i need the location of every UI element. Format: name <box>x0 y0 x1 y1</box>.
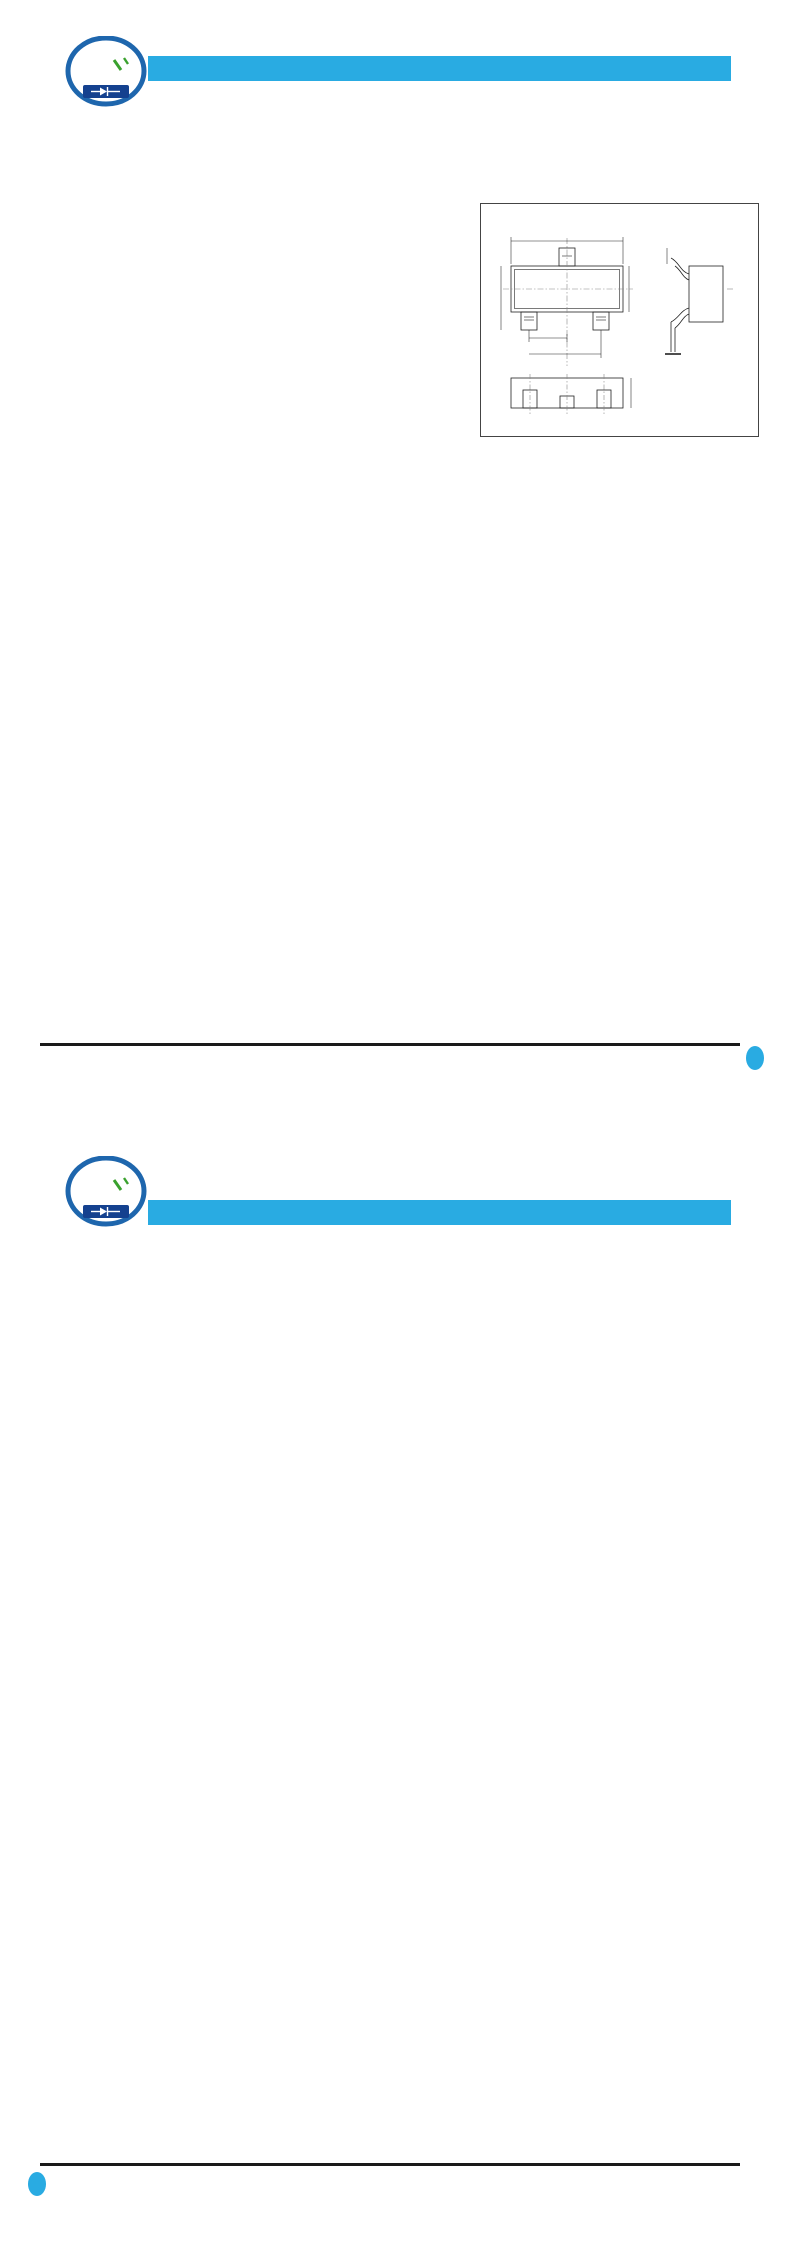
elec-char-section-title <box>66 677 73 691</box>
chart-static-characteristic <box>65 1336 387 1548</box>
chart-hfe-vs-ic <box>396 1334 708 1550</box>
chart-power-vs-temperature <box>396 1953 708 2153</box>
footer-rule <box>40 2163 740 2166</box>
page-number-badge <box>746 1046 764 1070</box>
page-number-badge <box>28 2172 46 2196</box>
marking-section-title <box>66 934 73 948</box>
footer-rule <box>40 1043 740 1046</box>
chart-ft-vs-ic <box>63 1953 387 2153</box>
header-band <box>148 56 731 81</box>
abs-max-section-title <box>66 449 73 463</box>
feature-item <box>76 305 83 317</box>
chart-vbe-sat-vs-ic <box>396 1545 708 1751</box>
chart-vce-sat-vs-ic <box>63 1545 387 1751</box>
feature-item <box>76 283 83 295</box>
header-band <box>148 1200 731 1225</box>
typical-characteristics-section-title <box>66 1318 73 1332</box>
package-drawing <box>480 203 759 437</box>
brand-logo-icon <box>64 36 148 108</box>
chart-ic-vs-vbe <box>63 1780 387 1952</box>
features-section-title <box>66 256 73 270</box>
chart-capacitance-vs-reverse-voltage <box>396 1749 708 1949</box>
brand-logo-icon <box>64 1156 148 1228</box>
